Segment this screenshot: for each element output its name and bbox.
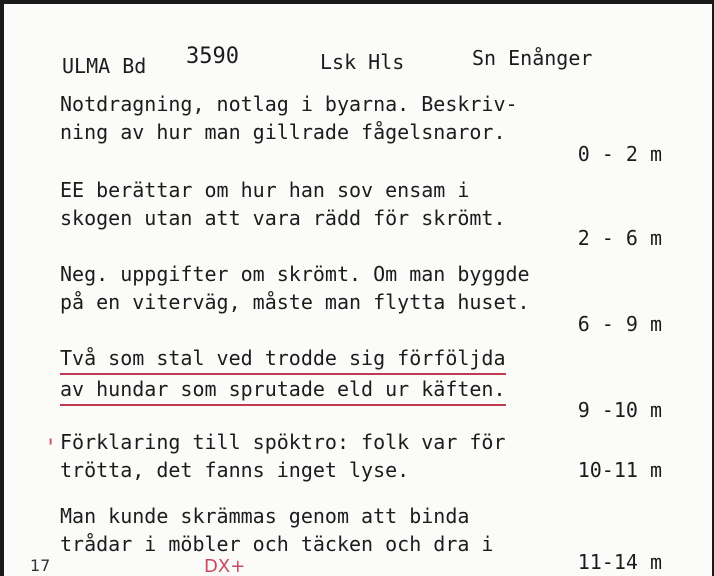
margin-number: 17 bbox=[30, 556, 51, 575]
entry-2 bbox=[60, 176, 672, 250]
entry-4 bbox=[60, 344, 672, 422]
red-margin-mark: ' bbox=[44, 436, 58, 461]
entry-line: Man kunde skrämmas genom att binda bbox=[60, 504, 470, 528]
landskap-field: Lsk Hls bbox=[320, 50, 405, 74]
entry-line: ning av hur man gillrade fågelsnaror. bbox=[60, 120, 506, 144]
entry-1 bbox=[60, 90, 672, 166]
entry-line-underlined: av hundar som sprutade eld ur käften. bbox=[60, 375, 506, 406]
archive-card bbox=[4, 4, 712, 576]
archive-code: ULMA Bd bbox=[62, 54, 147, 78]
entry-5 bbox=[60, 428, 672, 484]
time-range: 6 - 9 m bbox=[577, 312, 662, 336]
entry-line: EE berättar om hur han sov ensam i bbox=[60, 178, 470, 202]
card-header bbox=[62, 44, 682, 84]
bottom-margin-note: DX+ bbox=[204, 556, 246, 576]
time-range: 11-14 m bbox=[577, 550, 662, 574]
entry-line: Notdragning, notlag i byarna. Beskriv- bbox=[60, 92, 518, 116]
entry-line: på en viterväg, måste man flytta huset. bbox=[60, 290, 530, 314]
entry-3 bbox=[60, 260, 672, 336]
time-range: 10-11 m bbox=[577, 458, 662, 482]
entry-line: Neg. uppgifter om skrömt. Om man byggde bbox=[60, 262, 530, 286]
time-range: 9 -10 m bbox=[577, 398, 662, 422]
record-number: 3590 bbox=[186, 44, 239, 69]
entry-line: Förklaring till spöktro: folk var för bbox=[60, 430, 506, 454]
entry-line: skogen utan att vara rädd för skrömt. bbox=[60, 206, 506, 230]
entry-line: trötta, det fanns inget lyse. bbox=[60, 458, 410, 482]
entry-line-underlined: Två som stal ved trodde sig förföljda bbox=[60, 344, 506, 375]
time-range: 0 - 2 m bbox=[577, 142, 662, 166]
time-range: 2 - 6 m bbox=[577, 226, 662, 250]
entry-line: trådar i möbler och täcken och dra i bbox=[60, 532, 494, 556]
socken-field: Sn Enånger bbox=[472, 46, 593, 70]
